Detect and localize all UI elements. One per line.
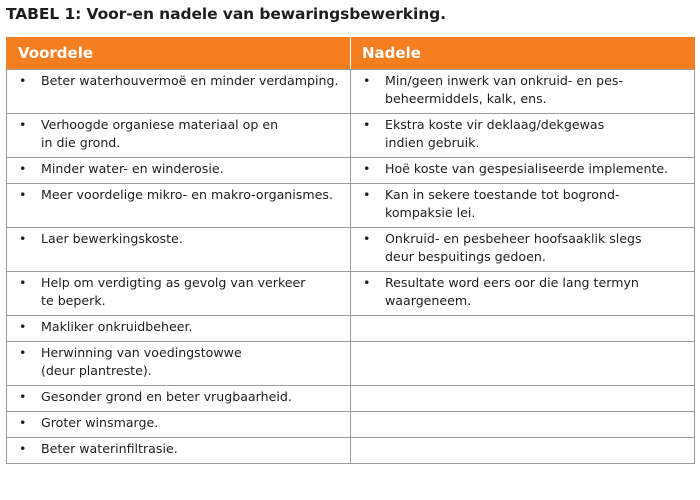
- bullet-marker: •: [363, 231, 371, 246]
- table-row: [7, 70, 695, 114]
- bullet-marker: •: [19, 275, 27, 290]
- table-title: TABEL 1: Voor-en nadele van bewaringsbewerking.: [6, 5, 446, 23]
- cell-nadeel: [351, 70, 695, 114]
- header-nadele: Nadele: [351, 37, 695, 70]
- cell-nadeel: [351, 158, 695, 184]
- bullet-marker: •: [19, 231, 27, 246]
- bullet-marker: •: [363, 187, 371, 202]
- cell-nadeel: [351, 342, 695, 386]
- cell-text: Verhoogde organiese materiaal op en in die grond.: [41, 117, 279, 150]
- table-row: [7, 316, 695, 342]
- cell-text: Help om verdigting as gevolg van verkeer te beperk.: [41, 275, 306, 308]
- table-row: [7, 114, 695, 158]
- cell-voordeel: [7, 272, 351, 316]
- cell-text: Laer bewerkingskoste.: [41, 231, 183, 246]
- cell-nadeel: [351, 438, 695, 464]
- advantages-disadvantages-table: [6, 37, 695, 464]
- cell-nadeel: [351, 386, 695, 412]
- table-row: [7, 158, 695, 184]
- table-row: [7, 386, 695, 412]
- bullet-marker: •: [19, 319, 27, 334]
- table-body: [7, 70, 695, 464]
- bullet-marker: •: [363, 275, 371, 290]
- cell-voordeel: [7, 316, 351, 342]
- cell-text: Herwinning van voedingstowwe (deur plantreste).: [41, 345, 242, 378]
- cell-text: Kan in sekere toestande tot bogrond- kompaksie lei.: [385, 187, 620, 220]
- cell-voordeel: [7, 438, 351, 464]
- cell-voordeel: [7, 158, 351, 184]
- cell-nadeel: [351, 114, 695, 158]
- bullet-marker: •: [19, 389, 27, 404]
- cell-text: Hoë koste van gespesialiseerde implemente.: [385, 161, 669, 176]
- bullet-marker: •: [363, 161, 371, 176]
- table-row: [7, 342, 695, 386]
- bullet-marker: •: [19, 187, 27, 202]
- bullet-marker: •: [19, 415, 27, 430]
- cell-voordeel: [7, 342, 351, 386]
- cell-text: Makliker onkruidbeheer.: [41, 319, 193, 334]
- bullet-marker: •: [19, 345, 27, 360]
- cell-text: Beter waterinfiltrasie.: [41, 441, 178, 456]
- cell-voordeel: [7, 114, 351, 158]
- bullet-marker: •: [19, 117, 27, 132]
- bullet-marker: •: [19, 73, 27, 88]
- cell-voordeel: [7, 412, 351, 438]
- cell-text: Beter waterhouvermoë en minder verdamping.: [41, 73, 339, 88]
- cell-text: Meer voordelige mikro- en makro-organismes.: [41, 187, 333, 202]
- cell-voordeel: [7, 70, 351, 114]
- cell-text: Min/geen inwerk van onkruid- en pes- beheermiddels, kalk, ens.: [385, 73, 623, 106]
- bullet-marker: •: [363, 73, 371, 88]
- header-voordele: Voordele: [7, 37, 351, 70]
- cell-nadeel: [351, 316, 695, 342]
- cell-nadeel: [351, 272, 695, 316]
- cell-nadeel: [351, 412, 695, 438]
- cell-voordeel: [7, 386, 351, 412]
- table-row: [7, 228, 695, 272]
- cell-text: Resultate word eers oor die lang termyn waargeneem.: [385, 275, 639, 308]
- cell-nadeel: [351, 184, 695, 228]
- cell-text: Gesonder grond en beter vrugbaarheid.: [41, 389, 292, 404]
- table-row: [7, 438, 695, 464]
- cell-nadeel: [351, 228, 695, 272]
- cell-voordeel: [7, 228, 351, 272]
- cell-text: Groter winsmarge.: [41, 415, 159, 430]
- table-row: [7, 184, 695, 228]
- bullet-marker: •: [19, 441, 27, 456]
- header-row: [7, 37, 695, 70]
- cell-text: Minder water- en winderosie.: [41, 161, 224, 176]
- bullet-marker: •: [19, 161, 27, 176]
- table-row: [7, 412, 695, 438]
- bullet-marker: •: [363, 117, 371, 132]
- table-row: [7, 272, 695, 316]
- cell-text: Onkruid- en pesbeheer hoofsaaklik slegs deur bespuitings gedoen.: [385, 231, 642, 264]
- cell-text: Ekstra koste vir deklaag/dekgewas indien gebruik.: [385, 117, 605, 150]
- cell-voordeel: [7, 184, 351, 228]
